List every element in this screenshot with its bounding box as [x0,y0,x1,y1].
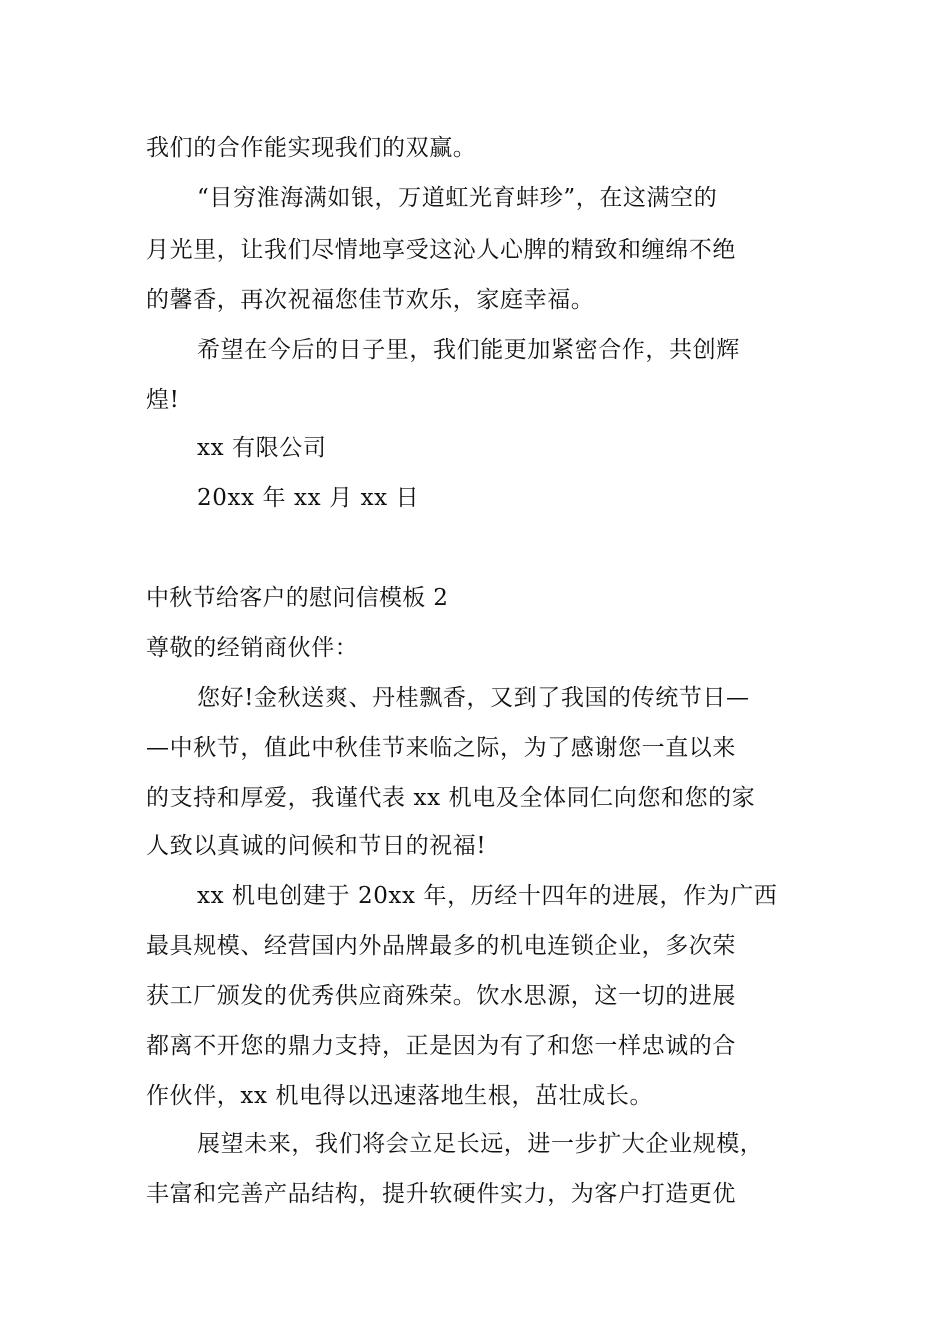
text-line: 煌! [146,387,180,413]
signature-date: 20xx 年 xx 月 xx 日 [197,485,420,511]
text-line: 您好!金秋送爽、丹桂飘香，又到了我国的传统节日— [197,685,750,711]
section-title: 中秋节给客户的慰问信模板 2 [146,585,449,611]
text-line: 我们的合作能实现我们的双赢。 [146,135,477,161]
text-line: xx 机电创建于 20xx 年，历经十四年的进展，作为广西 [197,883,778,909]
text-line: 人致以真诚的问候和节日的祝福! [146,833,487,859]
text-line: 展望未来，我们将会立足长远，进一步扩大企业规模， [197,1131,764,1157]
salutation: 尊敬的经销商伙伴： [146,635,359,661]
text-line: —中秋节，值此中秋佳节来临之际，为了感谢您一直以来 [146,735,736,761]
text-line: 希望在今后的日子里，我们能更加紧密合作，共创辉 [197,337,740,363]
company-signature: xx 有限公司 [197,435,327,461]
text-line: 获工厂颁发的优秀供应商殊荣。饮水思源，这一切的进展 [146,983,736,1009]
text-line: 最具规模、经营国内外品牌最多的机电连锁企业，多次荣 [146,933,736,959]
text-line: 的支持和厚爱，我谨代表 xx 机电及全体同仁向您和您的家 [146,785,756,811]
text-line: 月光里，让我们尽情地享受这沁人心脾的精致和缠绵不绝 [146,237,736,263]
text-line: 作伙伴，xx 机电得以迅速落地生根，茁壮成长。 [146,1083,654,1109]
text-line: 丰富和完善产品结构，提升软硬件实力，为客户打造更优 [146,1181,736,1207]
text-line: 都离不开您的鼎力支持，正是因为有了和您一样忠诚的合 [146,1033,736,1059]
text-line: “目穷淮海满如银，万道虹光育蚌珍”，在这满空的 [197,185,718,211]
text-line: 的馨香，再次祝福您佳节欢乐，家庭幸福。 [146,287,595,313]
